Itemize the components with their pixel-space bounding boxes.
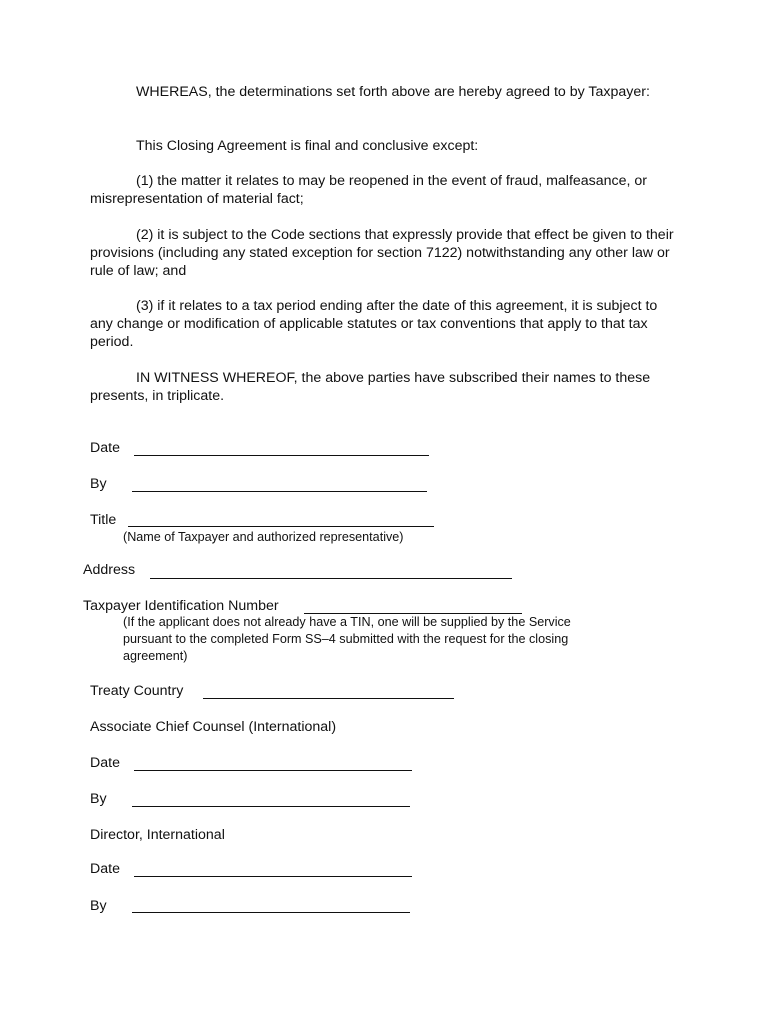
- taxpayer-date-field[interactable]: [134, 455, 429, 456]
- counsel-date-field[interactable]: [134, 770, 412, 771]
- taxpayer-by-field[interactable]: [132, 491, 427, 492]
- taxpayer-by-label: By: [90, 476, 107, 492]
- taxpayer-title-label: Title: [90, 512, 117, 528]
- director-date-field[interactable]: [134, 876, 412, 877]
- taxpayer-title-field[interactable]: [128, 526, 434, 527]
- address-label: Address: [83, 562, 136, 578]
- tin-label: Taxpayer Identification Number: [83, 598, 279, 614]
- final-paragraph: This Closing Agreement is final and conclusive except:: [136, 138, 479, 154]
- treaty-country-label: Treaty Country: [90, 683, 184, 699]
- director-by-field[interactable]: [132, 912, 410, 913]
- witness-paragraph: IN WITNESS WHEREOF, the above parties have subscribed their names to these presents, in triplicate.: [90, 370, 651, 404]
- taxpayer-date-label: Date: [90, 440, 120, 456]
- director-by-label: By: [90, 898, 107, 914]
- address-field[interactable]: [150, 578, 512, 579]
- whereas-paragraph: WHEREAS, the determinations set forth above are hereby agreed to by Taxpayer:: [136, 84, 650, 100]
- exception-item-1: (1) the matter it relates to may be reopened in the event of fraud, malfeasance, or misrepresentation of material fact;: [90, 173, 648, 207]
- treaty-country-field[interactable]: [203, 698, 454, 699]
- counsel-date-label: Date: [90, 755, 120, 771]
- tin-note: (If the applicant does not already have a TIN, one will be supplied by the Service pursuant to the completed Form SS–4 submitted with the request for the closing agreement): [123, 615, 571, 663]
- counsel-by-label: By: [90, 791, 107, 807]
- exception-item-3: (3) if it relates to a tax period ending after the date of this agreement, it is subject to any change or modification of applicable statutes or tax conventions that apply to that tax period.: [90, 298, 658, 350]
- exception-item-2: (2) it is subject to the Code sections that expressly provide that effect be given to their provisions (including any stated exception for section 7122) notwithstanding any other law or rule of law; and: [90, 227, 674, 279]
- director-date-label: Date: [90, 861, 120, 877]
- associate-chief-counsel-heading: Associate Chief Counsel (International): [90, 719, 337, 735]
- counsel-by-field[interactable]: [132, 806, 410, 807]
- taxpayer-title-note: (Name of Taxpayer and authorized representative): [123, 530, 404, 544]
- director-international-heading: Director, International: [90, 827, 225, 843]
